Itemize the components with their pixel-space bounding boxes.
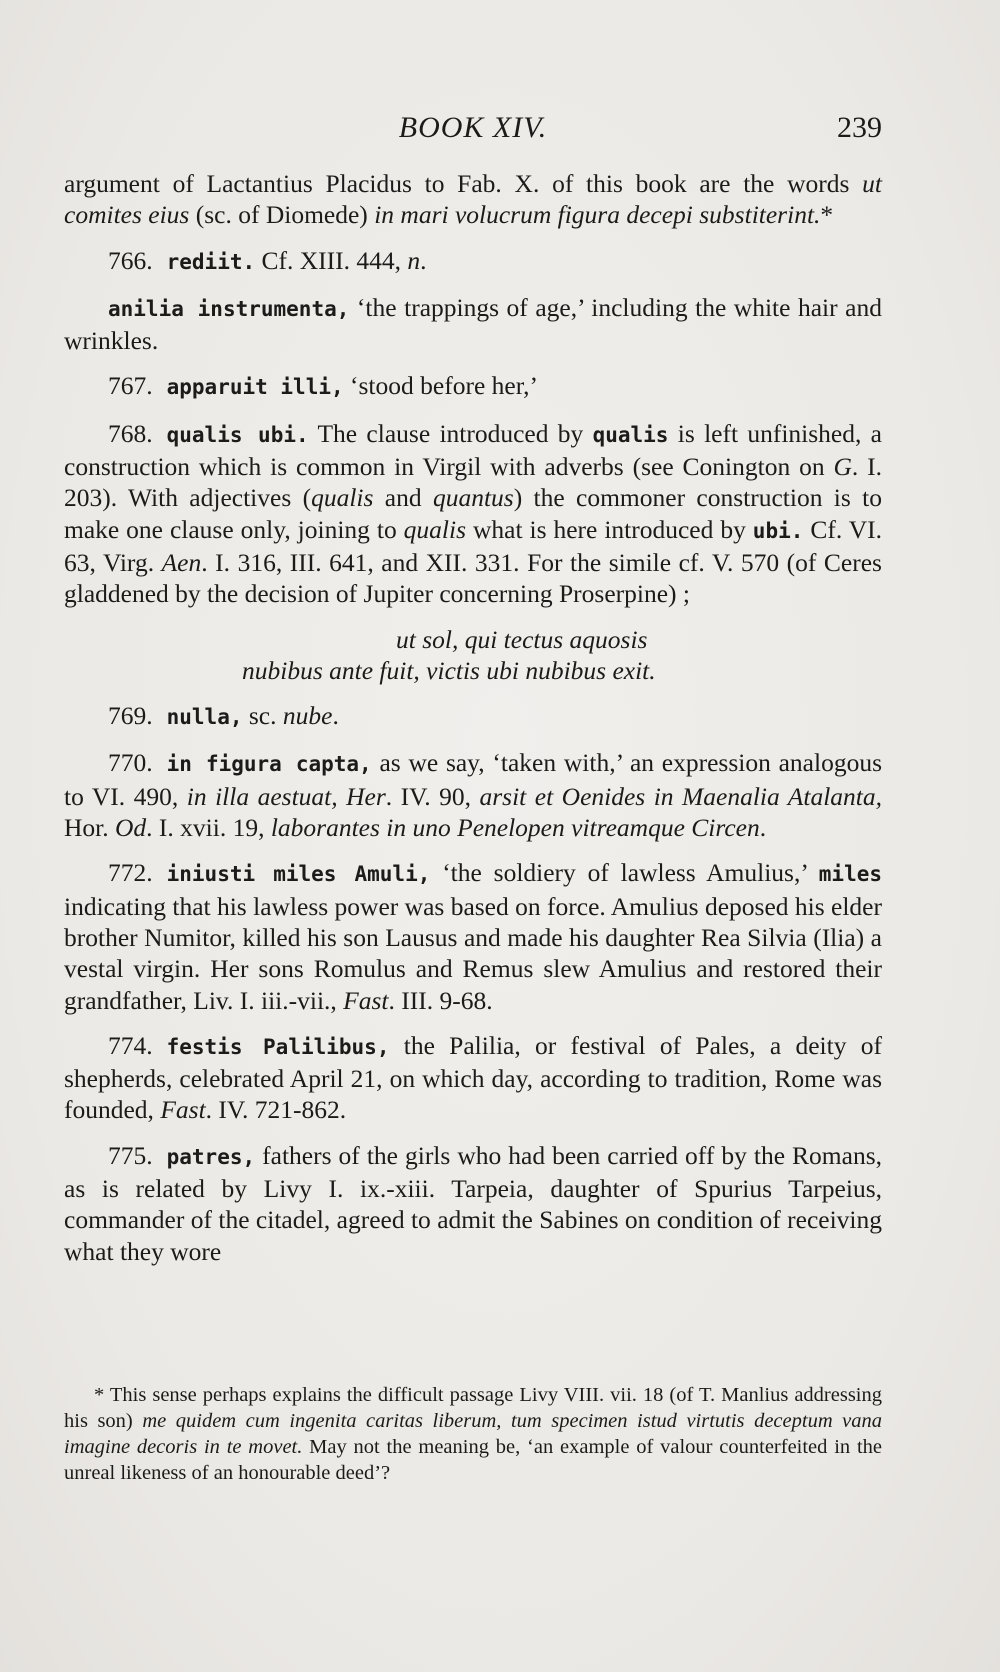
note-766: 766. rediit. Cf. XIII. 444, n.: [108, 245, 427, 275]
note-767: 767. apparuit illi, ‘stood before her,’: [108, 371, 539, 401]
note-768: 768. qualis ubi. The clause introduced by qualis is left unfinished, a construction which is common in Virgil with adverbs (see Conington on G. I. 203). With adjectives (qualis and quantus) the commoner construction is to make one clause only, joining to qualis what is here introduced by ubi. Cf. VI. 63, Virg. Aen. I. 316, III. 641, and XII. 331. For the simile cf. V. 570 (of Ceres gladdened by the decision of Jupiter concerning Proserpine) ;: [64, 418, 882, 609]
commentary-body: [64, 168, 882, 1267]
note-775: 775. patres, fathers of the girls who had been carried off by the Romans, as is related by Livy I. ix.-xiii. Tarpeia, daughter of Spurius Tarpeius, commander of the citadel, agreed to admit the Sabines on condition of receiving what they wore: [64, 1140, 882, 1266]
running-head: [64, 108, 882, 148]
line-number: 768.: [108, 418, 153, 448]
page-number: 239: [837, 111, 882, 144]
lemma: in figura capta,: [166, 752, 372, 777]
lemma: qualis ubi.: [166, 422, 309, 447]
paragraph-continued: argument of Lactantius Placidus to Fab. X. of this book are the words ut comites eius (sc. of Diomede) in mari volucrum figura decepi substiterint.*: [64, 169, 882, 230]
note-774: 774. festis Palilibus, the Palilia, or festival of Pales, a deity of shepherds, celebrated April 21, on which day, according to tradition, Rome was founded, Fast. IV. 721-862.: [64, 1030, 882, 1125]
line-number: 775.: [108, 1140, 153, 1170]
line-number: 766.: [108, 245, 153, 275]
line-number: 767.: [108, 371, 153, 401]
lemma: anilia instrumenta,: [108, 296, 350, 321]
lemma: apparuit illi,: [166, 375, 344, 400]
note-766-anilia: anilia instrumenta, ‘the trappings of age,’ including the white hair and wrinkles.: [64, 292, 882, 356]
line-number: 774.: [108, 1030, 153, 1060]
note-770: 770. in figura capta, as we say, ‘taken with,’ an expression analogous to VI. 490, in illa aestuat, Her. IV. 90, arsit et Oenides in Maenalia Atalanta, Hor. Od. I. xvii. 19, laborantes in uno Penelopen vitreamque Circen.: [64, 748, 882, 843]
lemma: patres,: [166, 1144, 256, 1169]
lemma: nulla,: [166, 705, 243, 730]
note-769: 769. nulla, sc. nube.: [108, 701, 339, 731]
verse-line: nubibus ante fuit, victis ubi nubibus exit.: [242, 655, 656, 685]
lemma: rediit.: [166, 249, 256, 274]
running-title: BOOK XIV.: [398, 111, 548, 144]
footnote: * This sense perhaps explains the difficult passage Livy VIII. vii. 18 (of T. Manlius addressing his son) me quidem cum ingenita caritas liberum, tum specimen istud virtutis deceptum vana imagine decoris in te movet. May not the meaning be, ‘an example of valour counterfeited in the unreal likeness of an honourable deed’?: [64, 1384, 883, 1484]
verse-line: ut sol, qui tectus aquosis: [396, 624, 648, 654]
line-number: 769.: [108, 701, 153, 731]
line-number: 770.: [108, 748, 153, 778]
note-772: 772. iniusti miles Amuli, ‘the soldiery of lawless Amulius,’ miles indicating that his lawless power was based on force. Amulius deposed his elder brother Numitor, killed his son Lausus and made his daughter Rea Silvia (Ilia) a vestal virgin. Her sons Romulus and Remus slew Amulius and restored their grandfather, Liv. I. iii.-vii., Fast. III. 9-68.: [64, 858, 882, 1015]
line-number: 772.: [108, 858, 153, 888]
lemma: iniusti miles Amuli,: [166, 862, 431, 887]
lemma: festis Palilibus,: [166, 1034, 390, 1059]
verse-quotation: [64, 624, 882, 687]
